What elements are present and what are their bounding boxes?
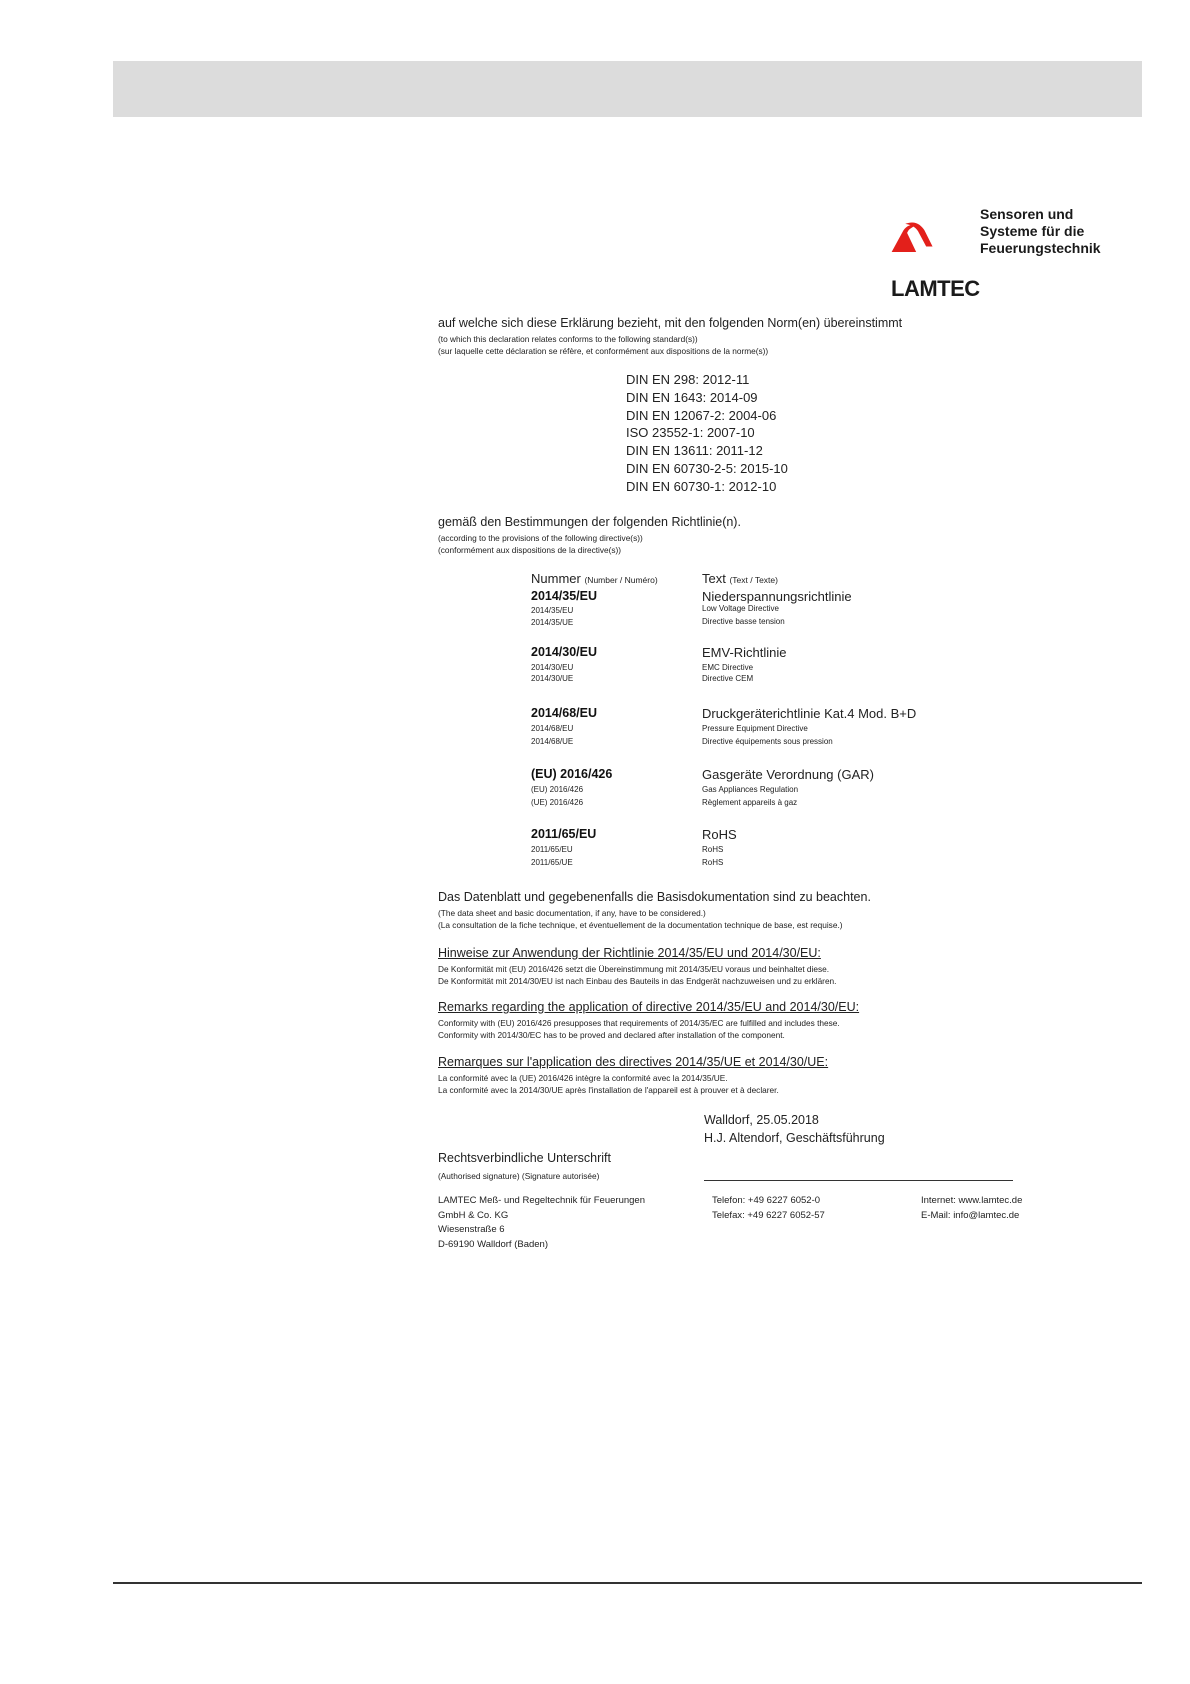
- page-footer-rule: [113, 1582, 1142, 1584]
- directive-number-en: 2014/68/EU: [531, 724, 574, 733]
- logo-tagline: [980, 206, 1101, 257]
- datasheet-note-fr: (La consultation de la fiche technique, et éventuellement de la documentation technique de base, est requise.): [438, 920, 843, 930]
- directive-text: Gasgeräte Verordnung (GAR): [702, 767, 874, 782]
- directive-text-en: EMC Directive: [702, 663, 754, 672]
- standards-heading-fr: (sur laquelle cette déclaration se réfère, et conformément aux dispositions de la norme(s)): [438, 346, 769, 356]
- directive-text: Niederspannungsrichtlinie: [702, 589, 852, 604]
- directive-text-fr: RoHS: [702, 858, 724, 867]
- datasheet-note: Das Datenblatt und gegebenenfalls die Basisdokumentation sind zu beachten.: [438, 890, 871, 904]
- lamtec-logo-mark: [888, 206, 988, 278]
- directive-text-fr: Directive CEM: [702, 674, 754, 683]
- directive-text-fr: Directive basse tension: [702, 617, 785, 626]
- remarks-line: La conformité avec la (UE) 2016/426 intègre la conformité avec la 2014/35/UE.: [438, 1073, 728, 1083]
- logo-tagline-line: Systeme für die: [980, 223, 1085, 239]
- standard-item: DIN EN 1643: 2014-09: [626, 390, 758, 405]
- remarks-line: Conformity with 2014/30/EC has to be proved and declared after installation of the component.: [438, 1030, 785, 1040]
- logo-wordmark: LAMTEC: [891, 276, 980, 301]
- column-header-number: [531, 571, 658, 586]
- standard-item: DIN EN 298: 2012-11: [626, 372, 750, 387]
- footer-web: [921, 1194, 1022, 1223]
- directive-number: 2011/65/EU: [531, 827, 597, 841]
- remarks-line: De Konformität mit 2014/30/EU ist nach Einbau des Bauteils in das Endgerät nachzuweisen und zu erklären.: [438, 976, 837, 986]
- directive-text-en: Pressure Equipment Directive: [702, 724, 808, 733]
- directive-number: 2014/30/EU: [531, 645, 598, 659]
- standard-item: ISO 23552-1: 2007-10: [626, 425, 755, 440]
- footer-company-line: GmbH & Co. KG: [438, 1209, 509, 1221]
- directive-number: 2014/68/EU: [531, 706, 598, 720]
- remarks-title-fr: Remarques sur l'application des directives 2014/35/UE et 2014/30/UE:: [438, 1055, 829, 1069]
- logo-tagline-line: Sensoren und: [980, 206, 1074, 222]
- footer-phone: Telefon: +49 6227 6052-0: [712, 1195, 821, 1206]
- footer-company-line: Wiesenstraße 6: [438, 1224, 505, 1235]
- directive-number-fr: 2014/35/UE: [531, 618, 574, 627]
- signature-place-date: Walldorf, 25.05.2018: [704, 1113, 819, 1127]
- directive-text-en: RoHS: [702, 845, 724, 854]
- column-header-number-sub: (Number / Numéro): [584, 575, 658, 585]
- directive-number-en: 2014/35/EU: [531, 606, 574, 615]
- footer-company-line: LAMTEC Meß- und Regeltechnik für Feuerungen: [438, 1195, 645, 1206]
- footer-fax: Telefax: +49 6227 6052-57: [712, 1209, 825, 1221]
- logo-tagline-line: Feuerungstechnik: [980, 240, 1101, 256]
- standards-heading: auf welche sich diese Erklärung bezieht, mit den folgenden Norm(en) übereinstimmt: [438, 316, 903, 330]
- standard-item: DIN EN 12067-2: 2004-06: [626, 408, 777, 423]
- directive-text-fr: Directive équipements sous pression: [702, 737, 833, 746]
- signature-signer: H.J. Altendorf, Geschäftsführung: [704, 1131, 885, 1145]
- signature-line: [704, 1180, 1013, 1181]
- directive-number-fr: 2011/65/UE: [531, 858, 573, 867]
- datasheet-note-en: (The data sheet and basic documentation, if any, have to be considered.): [438, 908, 706, 918]
- standard-item: DIN EN 13611: 2011-12: [626, 443, 763, 458]
- standard-item: DIN EN 60730-2-5: 2015-10: [626, 461, 788, 476]
- directive-number-en: (EU) 2016/426: [531, 785, 584, 794]
- remarks-line: De Konformität mit (EU) 2016/426 setzt die Übereinstimmung mit 2014/35/EU voraus und beinhaltet diese.: [438, 964, 830, 974]
- signature-label: Rechtsverbindliche Unterschrift: [438, 1151, 611, 1165]
- footer-company-line: D-69190 Walldorf (Baden): [438, 1238, 549, 1250]
- directive-text-en: Gas Appliances Regulation: [702, 785, 799, 794]
- directive-number-en: 2011/65/EU: [531, 845, 573, 854]
- footer-contact: [712, 1194, 825, 1223]
- directive-text: Druckgeräterichtlinie Kat.4 Mod. B+D: [702, 706, 917, 721]
- directive-number-en: 2014/30/EU: [531, 663, 574, 672]
- directive-number-fr: 2014/68/UE: [531, 737, 574, 746]
- directive-number-fr: (UE) 2016/426: [531, 798, 584, 807]
- footer-company: [438, 1194, 645, 1252]
- directive-text: RoHS: [702, 827, 737, 842]
- directives-heading-en: (according to the provisions of the following directive(s)): [438, 533, 643, 543]
- directive-text: EMV-Richtlinie: [702, 645, 787, 660]
- remarks-title-de: Hinweise zur Anwendung der Richtlinie 2014/35/EU und 2014/30/EU:: [438, 946, 821, 960]
- footer-email: E-Mail: info@lamtec.de: [921, 1209, 1020, 1221]
- directive-number: 2014/35/EU: [531, 589, 598, 603]
- column-header-text: [702, 571, 778, 586]
- column-header-text-sub: (Text / Texte): [729, 575, 778, 585]
- standard-item: DIN EN 60730-1: 2012-10: [626, 479, 777, 494]
- directive-text-fr: Règlement appareils à gaz: [702, 798, 798, 807]
- directive-number: (EU) 2016/426: [531, 767, 613, 781]
- directive-number-fr: 2014/30/UE: [531, 674, 574, 683]
- directives-heading: gemäß den Bestimmungen der folgenden Richtlinie(n).: [438, 515, 741, 529]
- remarks-title-en: Remarks regarding the application of directive 2014/35/EU and 2014/30/EU:: [438, 1000, 860, 1014]
- column-header-number-label: Nummer: [531, 571, 581, 586]
- remarks-line: Conformity with (EU) 2016/426 presupposes that requirements of 2014/35/EC are fulfilled and includes these.: [438, 1018, 840, 1028]
- page-header-bar: [113, 61, 1142, 117]
- footer-internet: Internet: www.lamtec.de: [921, 1195, 1023, 1206]
- directives-heading-fr: (conformément aux dispositions de la directive(s)): [438, 545, 622, 555]
- directive-text-en: Low Voltage Directive: [702, 604, 779, 613]
- column-header-text-label: Text: [702, 571, 726, 586]
- remarks-line: La conformité avec la 2014/30/UE après l'installation de l'appareil est à prouver et à declarer.: [438, 1085, 779, 1095]
- signature-label-sub: (Authorised signature) (Signature autorisée): [438, 1171, 600, 1181]
- standards-heading-en: (to which this declaration relates conforms to the following standard(s)): [438, 334, 698, 344]
